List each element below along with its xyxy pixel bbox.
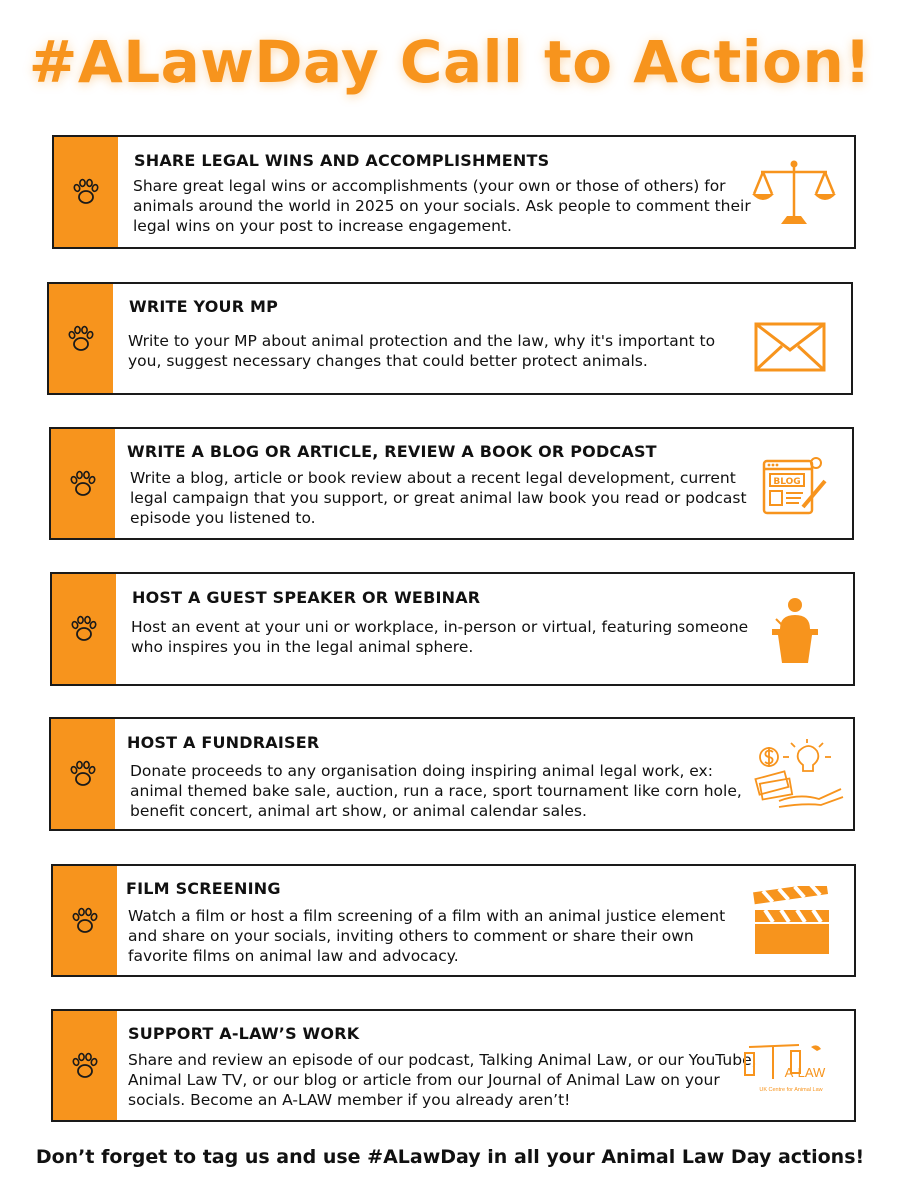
fundraiser-money-icon [749,739,845,811]
card-write-a-blog [49,427,854,540]
a-law-logo-icon [743,1041,833,1101]
card-heading: SHARE LEGAL WINS AND ACCOMPLISHMENTS [134,151,550,170]
card-host-fundraiser [49,717,855,831]
card-heading: HOST A FUNDRAISER [127,733,320,752]
blog-icon-label: BLOG [773,477,801,487]
card-heading: FILM SCREENING [126,879,281,898]
card-body: Write to your MP about animal protection and the law, why it's important to you, suggest necessary changes that could better protect animals. [128,332,716,370]
a-law-logo-text: A-LAW [784,1065,826,1080]
card-body: Share great legal wins or accomplishments (your own or those of others) for animals around the world in 2025 on your socials. Ask people to comment their legal wins on your post to increase engagement. [133,177,751,235]
card-write-your-mp [47,282,853,395]
card-body: Watch a film or host a film screening of a film with an animal justice element and share on your socials, inviting others to comment or share their own favorite films on animal law and advocacy. [128,907,726,965]
footer-tagline: Don’t forget to tag us and use #ALawDay in all your Animal Law Day actions! [35,1146,865,1168]
paw-icon [68,469,98,499]
card-body: Host an event at your uni or workplace, in-person or virtual, featuring someone who inspires you in the legal animal sphere. [131,618,749,656]
card-body: Donate proceeds to any organisation doing inspiring animal legal work, ex: animal themed bake sale, auction, run a race, sport tournament like corn hole, benefit concert, animal art show, or animal calendar sales. [130,762,742,820]
card-body: Write a blog, article or book review about a recent legal development, current legal campaign that you support, or great animal law book you read or podcast episode you listened to. [130,469,747,527]
card-host-guest-speaker [50,572,855,686]
speaker-podium-icon [770,594,820,666]
card-heading: HOST A GUEST SPEAKER OR WEBINAR [132,588,481,607]
card-body: Share and review an episode of our podcast, Talking Animal Law, or our YouTube, Animal Law TV, or our blog or article from our Journal of Animal Law on your socials. Become an A-LAW member if you already aren’t! [128,1051,757,1109]
paw-icon [70,1051,100,1081]
paw-icon [66,324,96,354]
page-title: #ALawDay Call to Action! [28,28,872,96]
card-heading: SUPPORT A-LAW’S WORK [128,1024,360,1043]
a-law-logo-subtext: UK Centre for Animal Law [759,1087,823,1093]
blog-icon [761,455,831,517]
card-share-legal-wins [52,135,856,249]
envelope-icon [754,322,826,372]
paw-icon [71,177,101,207]
clapperboard-icon [753,886,833,956]
card-heading: WRITE YOUR MP [129,297,279,316]
card-heading: WRITE A BLOG OR ARTICLE, REVIEW A BOOK OR PODCAST [127,442,657,461]
paw-icon [68,759,98,789]
scales-of-justice-icon [749,157,839,229]
paw-icon [69,614,99,644]
card-film-screening [51,864,856,977]
card-support-a-law [51,1009,856,1122]
paw-icon [70,906,100,936]
